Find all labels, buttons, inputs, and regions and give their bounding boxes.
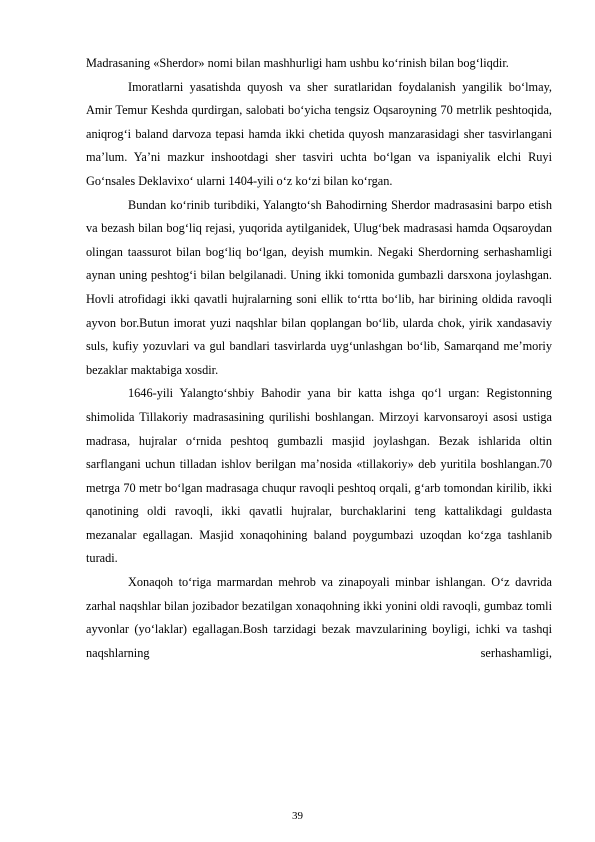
paragraph-3: Bundan ko‘rinib turibdiki, Yalangto‘sh Bahodirning Sherdor madrasasini barpo etish va bezash bilan bog‘liq rejasi, yuqorida aytilganidek, Ulug‘bek madrasasi hamda Oqsaroydan olingan taassurot bilan bog‘liq bo‘lgan, deyish mumkin. Negaki Sherdorning serhashamligi aynan uning peshtog‘i bilan belgilanadi. Uning ikki tomonida gumbazli darsxona joylashgan. Hovli atrofidagi ikki qavatli hujralarning soni ellik to‘rtta bo‘lib, har birining oldida ravoqli ayvon bor.Butun imorat yuzi naqshlar bilan qoplangan bo‘lib, ularda chok, yirik xandasaviy suls, kufiy yozuvlari va gul bandlari tasvirlarda uyg‘unlashgan bo‘lib, Samarqand me’moriy bezaklar maktabiga xosdir.: [86, 197, 552, 377]
paragraph-5: Xonaqoh to‘riga marmardan mehrob va zinapoyali minbar ishlangan. O‘z davrida zarhal naqshlar bilan jozibador bezatilgan xonaqohning ikki yonini oldi ravoqli, gumbaz tomli ayvonlar (yo‘laklar) egallagan.Bosh tarzidagi bezak mavzularining boyligi, ichki va tashqi naqshlarning serhashamligi,: [86, 575, 552, 660]
paragraph-1: Madrasaning «Sherdor» nomi bilan mashhurligi ham ushbu ko‘rinish bilan bog‘liqdir.: [86, 56, 509, 70]
document-page: [86, 52, 552, 665]
paragraph-2: Imoratlarni yasatishda quyosh va sher suratlaridan foydalanish yangilik bo‘lmay, Amir Temur Keshda qurdirgan, salobati bo‘yicha tengsiz Oqsaroyning 70 metrlik peshtoqida, aniqrog‘i baland darvoza tepasi hamda ikki chetida quyosh manzarasidagi sher tasvirlangani ma’lum. Ya’ni mazkur inshootdagi sher tasviri uchta bo‘lgan va ispaniyalik elchi Ruyi Go‘nsales Deklavixo‘ ularni 1404-yili o‘z ko‘zi bilan ko‘rgan.: [86, 79, 552, 188]
paragraph-4: 1646-yili Yalangto‘shbiy Bahodir yana bir katta ishga qo‘l urgan: Registonning shimolida Tillakoriy madrasasining qurilishi boshlangan. Mirzoyi karvonsaroyi asosi ustiga madrasa, hujralar o‘rnida peshtoq gumbazli masjid joylashgan. Bezak ishlarida oltin sarflangani uchun tilladan ishlov berilgan ma’nosida «tillakoriy» deb yuritila boshlangan.70 metrga 70 metr bo‘lgan madrasaga chuqur ravoqli peshtoq orqali, g‘arb tomondan kirilib, ikki qanotining oldi ravoqli, ikki qavatli hujralar, burchaklarini teng kattalikdagi guldasta mezanalar egallagan. Masjid xonaqohining baland poygumbazi uzoqdan ko‘zga tashlanib turadi.: [86, 386, 552, 566]
page-number: 39: [292, 810, 303, 822]
